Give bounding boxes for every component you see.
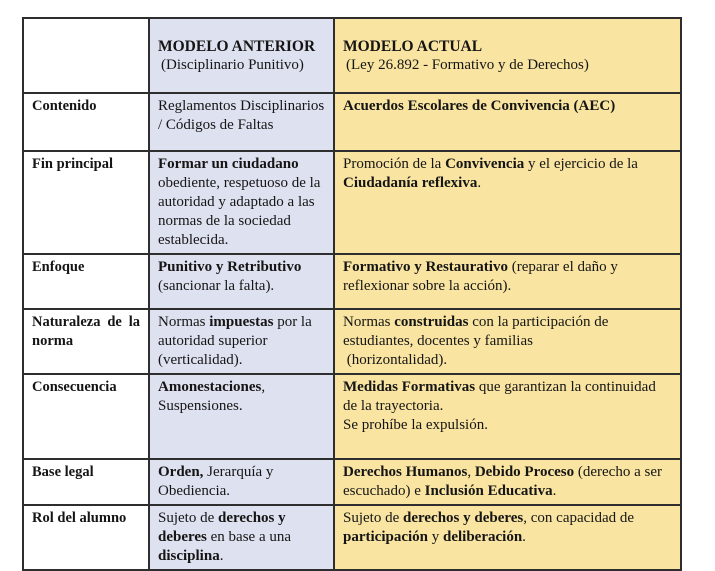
cell-text: . bbox=[522, 529, 526, 545]
cell-text: Normas bbox=[343, 314, 395, 330]
document-page bbox=[22, 17, 682, 571]
cell-text-bold: Punitivo y Retributivo bbox=[158, 259, 302, 275]
row-label: Naturaleza de la norma bbox=[23, 309, 149, 374]
cell-modelo-actual bbox=[334, 309, 681, 374]
cell-modelo-anterior bbox=[149, 459, 334, 505]
cell-text-bold: impuestas bbox=[209, 314, 274, 330]
cell-text: (reparar el daño y reflexionar sobre la acción). bbox=[343, 259, 618, 294]
row-label: Base legal bbox=[23, 459, 149, 505]
cell-text: (horizontalidad). bbox=[343, 352, 448, 368]
cell-text: con la participación de estudiantes, docentes y familias bbox=[343, 314, 609, 349]
cell-text: Jerarquía y Obediencia. bbox=[158, 464, 274, 499]
header-actual-title: MODELO ACTUAL bbox=[343, 37, 483, 55]
cell-modelo-actual bbox=[334, 374, 681, 459]
cell-modelo-anterior bbox=[149, 93, 334, 151]
cell-text: Reglamentos Disciplinarios / Códigos de Faltas bbox=[158, 98, 325, 133]
table-row bbox=[23, 374, 681, 459]
cell-text-bold: construidas bbox=[394, 314, 469, 330]
cell-modelo-anterior bbox=[149, 374, 334, 459]
cell-text-bold: participación bbox=[343, 529, 428, 545]
cell-text: Promoción de la bbox=[343, 156, 446, 172]
comparison-rows bbox=[23, 93, 681, 570]
cell-text-bold: Inclusión Educativa bbox=[424, 483, 553, 499]
cell-text: por la autoridad superior (verticalidad). bbox=[158, 314, 312, 368]
row-label: Contenido bbox=[23, 93, 149, 151]
cell-text-bold: disciplina bbox=[158, 548, 220, 564]
table-row bbox=[23, 254, 681, 309]
cell-modelo-anterior bbox=[149, 505, 334, 570]
cell-modelo-actual bbox=[334, 459, 681, 505]
cell-text: y bbox=[428, 529, 443, 545]
cell-text: Se prohíbe la expulsión. bbox=[343, 417, 488, 433]
cell-modelo-actual bbox=[334, 505, 681, 570]
cell-text-bold: derechos y deberes bbox=[403, 510, 524, 526]
header-row bbox=[23, 18, 681, 93]
cell-text: Sujeto de bbox=[158, 510, 218, 526]
cell-text: en base a una bbox=[206, 529, 292, 545]
cell-modelo-anterior bbox=[149, 151, 334, 254]
comparison-table bbox=[22, 17, 682, 571]
cell-text: . bbox=[219, 548, 224, 564]
cell-text-bold: Acuerdos Escolares de Convivencia (AEC) bbox=[343, 98, 616, 114]
header-actual-subtitle: (Ley 26.892 - Formativo y de Derechos) bbox=[346, 56, 589, 73]
table-row bbox=[23, 505, 681, 570]
cell-text: y el ejercicio de la bbox=[524, 156, 638, 172]
cell-text: (derecho a ser escuchado) e bbox=[343, 464, 662, 499]
header-anterior-subtitle: (Disciplinario Punitivo) bbox=[161, 56, 304, 73]
cell-text-bold: Convivencia bbox=[445, 156, 525, 172]
header-modelo-anterior bbox=[149, 18, 334, 93]
cell-modelo-actual bbox=[334, 151, 681, 254]
cell-modelo-actual bbox=[334, 93, 681, 151]
table-row bbox=[23, 309, 681, 374]
cell-text: que garantizan la continuidad de la trayectoria. bbox=[343, 379, 656, 414]
table-row bbox=[23, 93, 681, 151]
row-label: Consecuencia bbox=[23, 374, 149, 459]
table-row bbox=[23, 459, 681, 505]
cell-text: Sujeto de bbox=[343, 510, 403, 526]
cell-modelo-actual bbox=[334, 254, 681, 309]
cell-text: Normas bbox=[158, 314, 210, 330]
cell-text-bold: deliberación bbox=[443, 529, 523, 545]
header-anterior-title: MODELO ANTERIOR bbox=[158, 37, 316, 55]
cell-text: , bbox=[467, 464, 475, 480]
cell-text-bold: derechos y deberes bbox=[158, 510, 286, 545]
row-label: Rol del alumno bbox=[23, 505, 149, 570]
cell-text: , con capacidad de bbox=[523, 510, 635, 526]
cell-text-bold: Amonestaciones bbox=[158, 379, 262, 395]
cell-text-bold: Debido Proceso bbox=[474, 464, 575, 480]
cell-text: . bbox=[552, 483, 557, 499]
cell-text: . bbox=[477, 175, 482, 191]
cell-text: (sancionar la falta). bbox=[158, 278, 275, 294]
cell-text-bold: Ciudadanía reflexiva bbox=[343, 175, 478, 191]
cell-text-bold: Formar un ciudadano bbox=[158, 156, 299, 172]
cell-text-bold: Derechos Humanos bbox=[343, 464, 468, 480]
row-label: Fin principal bbox=[23, 151, 149, 254]
corner-cell bbox=[23, 18, 149, 93]
cell-modelo-anterior bbox=[149, 309, 334, 374]
cell-text: obediente, respetuoso de la autoridad y adaptado a las normas de la sociedad establecida. bbox=[158, 175, 321, 248]
cell-text-bold: Orden, bbox=[158, 464, 204, 480]
cell-modelo-anterior bbox=[149, 254, 334, 309]
header-modelo-actual bbox=[334, 18, 681, 93]
table-row bbox=[23, 151, 681, 254]
cell-text-bold: Medidas Formativas bbox=[343, 379, 476, 395]
row-label: Enfoque bbox=[23, 254, 149, 309]
cell-text-bold: Formativo y Restaurativo bbox=[343, 259, 508, 275]
cell-text: , Suspensiones. bbox=[158, 379, 266, 414]
